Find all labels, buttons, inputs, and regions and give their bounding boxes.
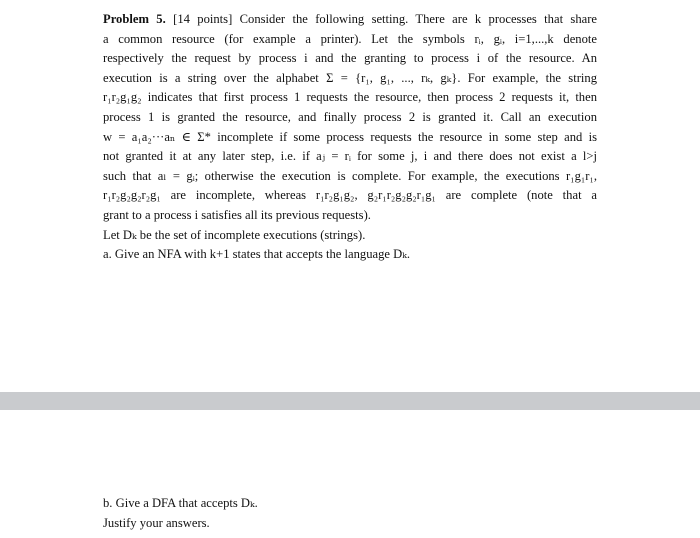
problem-line-11: grant to a process i satisfies all its previous requests).	[103, 207, 371, 222]
problem-line-9: such that aₗ = gᵢ; otherwise the execution is complete. For example, the executions r₁g₁r₁,	[103, 168, 597, 183]
problem-heading: Problem 5.	[103, 12, 166, 26]
problem-statement	[103, 10, 597, 265]
part-b-question: b. Give a DFA that accepts Dₖ.	[103, 496, 258, 510]
problem-line-6: process 1 is granted the resource, and finally process 2 is granted it. Call an execution	[103, 109, 597, 124]
part-b	[103, 494, 597, 533]
part-a-question: a. Give an NFA with k+1 states that accepts the language Dₖ.	[103, 247, 410, 262]
part-b-instruction: Justify your answers.	[103, 515, 210, 530]
problem-line-12: Let Dₖ be the set of incomplete executions (strings).	[103, 227, 366, 242]
problem-line-10: r₁r₂g₂g₂r₂g₁ are incomplete, whereas r₁r₂g₁g₂, g₂r₁r₂g₂g₂r₁g₁ are complete (note that a	[103, 188, 597, 203]
section-divider	[0, 392, 700, 410]
problem-points: [14 points]	[173, 12, 233, 26]
problem-line-5: r₁r₂g₁g₂ indicates that first process 1 requests the resource, then process 2 requests it, then	[103, 90, 597, 105]
problem-line-4: execution is a string over the alphabet Σ = {r₁, g₁, ..., rₖ, gₖ}. For example, the string	[103, 70, 597, 85]
problem-line-8: not granted it at any later step, i.e. if aⱼ = rᵢ for some j, i and there does not exist a l>j	[103, 149, 597, 164]
problem-line-2: a common resource (for example a printer). Let the symbols rᵢ, gᵢ, i=1,...,k denote	[103, 31, 597, 46]
problem-line-7: w = a₁a₂···aₙ ∈ Σ* incomplete if some process requests the resource in some step and is	[103, 129, 597, 144]
problem-line-1: Problem 5. [14 points] Consider the following setting. There are k processes that share	[103, 12, 598, 26]
problem-line-3: respectively the request by process i and the granting to process i of the resource. An	[103, 51, 597, 66]
